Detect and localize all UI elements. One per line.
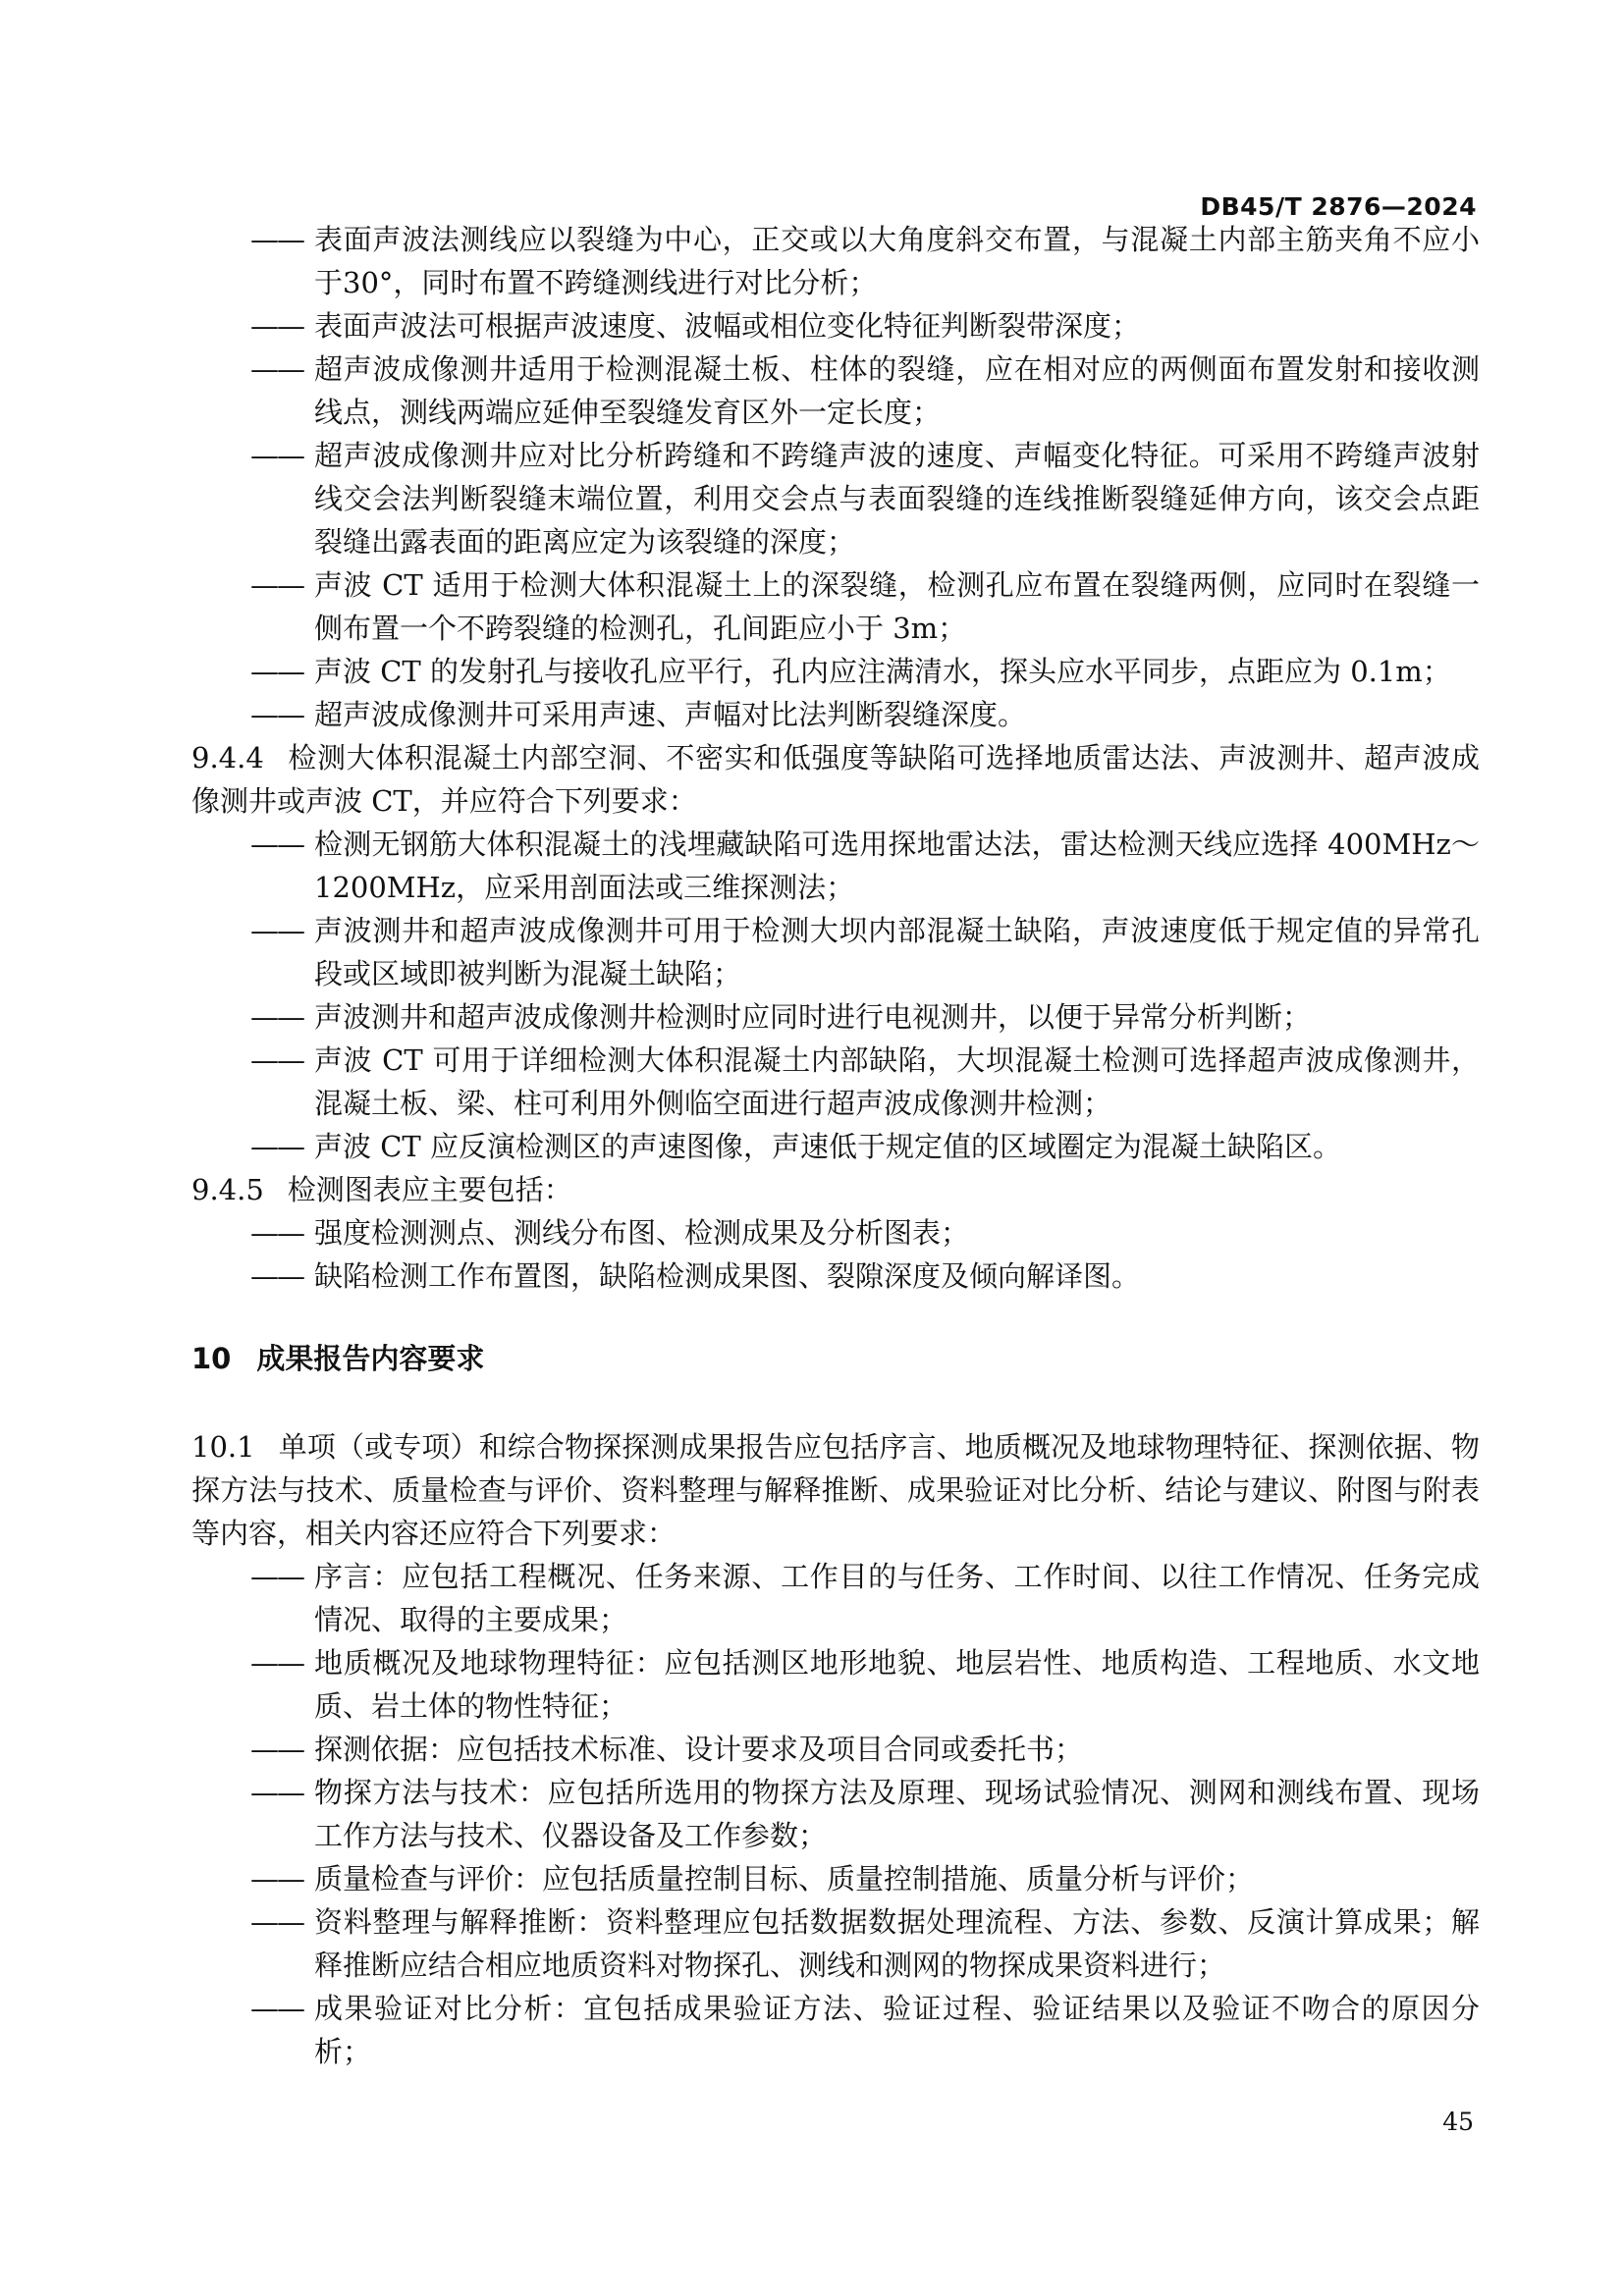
clause-9-4-4-list (191, 823, 1480, 1168)
clause-9-4-5: 9.4.5 检测图表应主要包括： (191, 1173, 572, 1206)
list-item: —— 声波 CT 的发射孔与接收孔应平行，孔内应注满清水，探头应水平同步，点距应为 0.1m； (250, 655, 1451, 688)
list-item: —— 探测依据：应包括技术标准、设计要求及项目合同或委托书； (250, 1733, 1084, 1766)
page-number: 45 (1442, 2108, 1474, 2136)
list-item: —— 超声波成像测井适用于检测混凝土板、柱体的裂缝，应在相对应的两侧面布置发射和接收测线点，测线两端应延伸至裂缝发育区外一定长度； (250, 352, 1480, 429)
list-item: —— 检测无钢筋大体积混凝土的浅埋藏缺陷可选用探地雷达法，雷达检测天线应选择 400MHz～1200MHz，应采用剖面法或三维探测法； (250, 828, 1480, 904)
list-item: —— 质量检查与评价：应包括质量控制目标、质量控制措施、质量分析与评价； (250, 1862, 1255, 1896)
list-item: —— 强度检测测点、测线分布图、检测成果及分析图表； (250, 1216, 970, 1250)
list-item: —— 声波 CT 适用于检测大体积混凝土上的深裂缝，检测孔应布置在裂缝两侧，应同时在裂缝一侧布置一个不跨裂缝的检测孔，孔间距应小于 3m； (250, 568, 1480, 645)
list-item: —— 资料整理与解释推断：资料整理应包括数据数据处理流程、方法、参数、反演计算成果；解释推断应结合相应地质资料对物探孔、测线和测网的物探成果资料进行； (250, 1905, 1480, 1982)
document-body (191, 218, 1480, 2073)
list-item: —— 缺陷检测工作布置图，缺陷检测成果图、裂隙深度及倾向解译图。 (250, 1259, 1141, 1293)
clause-9-4-5-list (191, 1211, 1480, 1298)
clause-10-1: 10.1 单项（或专项）和综合物探探测成果报告应包括序言、地质概况及地球物理特征、探测依据、物探方法与技术、质量检查与评价、资料整理与解释推断、成果验证对比分析、结论与建议、附图与附表等内容，相关内容还应符合下列要求： (191, 1430, 1480, 1550)
standard-code: DB45/T 2876—2024 (1200, 192, 1477, 221)
list-item: —— 超声波成像测井可采用声速、声幅对比法判断裂缝深度。 (250, 698, 1027, 731)
list-item: —— 地质概况及地球物理特征：应包括测区地形地貌、地层岩性、地质构造、工程地质、水文地质、岩土体的物性特征； (250, 1646, 1480, 1723)
list-item: —— 超声波成像测井应对比分析跨缝和不跨缝声波的速度、声幅变化特征。可采用不跨缝声波射线交会法判断裂缝末端位置，利用交会点与表面裂缝的连线推断裂缝延伸方向，该交会点距裂缝出露表面的距离应定为该裂缝的深度； (250, 439, 1480, 559)
list-item: —— 声波测井和超声波成像测井检测时应同时进行电视测井，以便于异常分析判断； (250, 1000, 1312, 1034)
list-item: —— 声波测井和超声波成像测井可用于检测大坝内部混凝土缺陷，声波速度低于规定值的异常孔段或区域即被判断为混凝土缺陷； (250, 914, 1480, 990)
clause-10-1-list (191, 1555, 1480, 2073)
list-item: —— 表面声波法可根据声波速度、波幅或相位变化特征判断裂带深度； (250, 309, 1141, 343)
list-item: —— 声波 CT 可用于详细检测大体积混凝土内部缺陷，大坝混凝土检测可选择超声波成像测井，混凝土板、梁、柱可利用外侧临空面进行超声波成像测井检测； (250, 1043, 1480, 1120)
section-heading: 10 成果报告内容要求 (191, 1342, 485, 1375)
list-item: —— 物探方法与技术：应包括所选用的物探方法及原理、现场试验情况、测网和测线布置、现场工作方法与技术、仪器设备及工作参数； (250, 1776, 1480, 1852)
list-item: —— 表面声波法测线应以裂缝为中心，正交或以大角度斜交布置，与混凝土内部主筋夹角不应小于30°，同时布置不跨缝测线进行对比分析； (250, 223, 1480, 299)
list-item: —— 声波 CT 应反演检测区的声速图像，声速低于规定值的区域圈定为混凝土缺陷区。 (250, 1130, 1341, 1163)
list-item: —— 成果验证对比分析：宜包括成果验证方法、验证过程、验证结果以及验证不吻合的原因分析； (250, 1992, 1480, 2068)
clause-9-4-4: 9.4.4 检测大体积混凝土内部空洞、不密实和低强度等缺陷可选择地质雷达法、声波测井、超声波成像测井或声波 CT，并应符合下列要求： (191, 741, 1480, 818)
dash-list-top (191, 218, 1480, 736)
list-item: —— 序言：应包括工程概况、任务来源、工作目的与任务、工作时间、以往工作情况、任务完成情况、取得的主要成果； (250, 1560, 1480, 1636)
